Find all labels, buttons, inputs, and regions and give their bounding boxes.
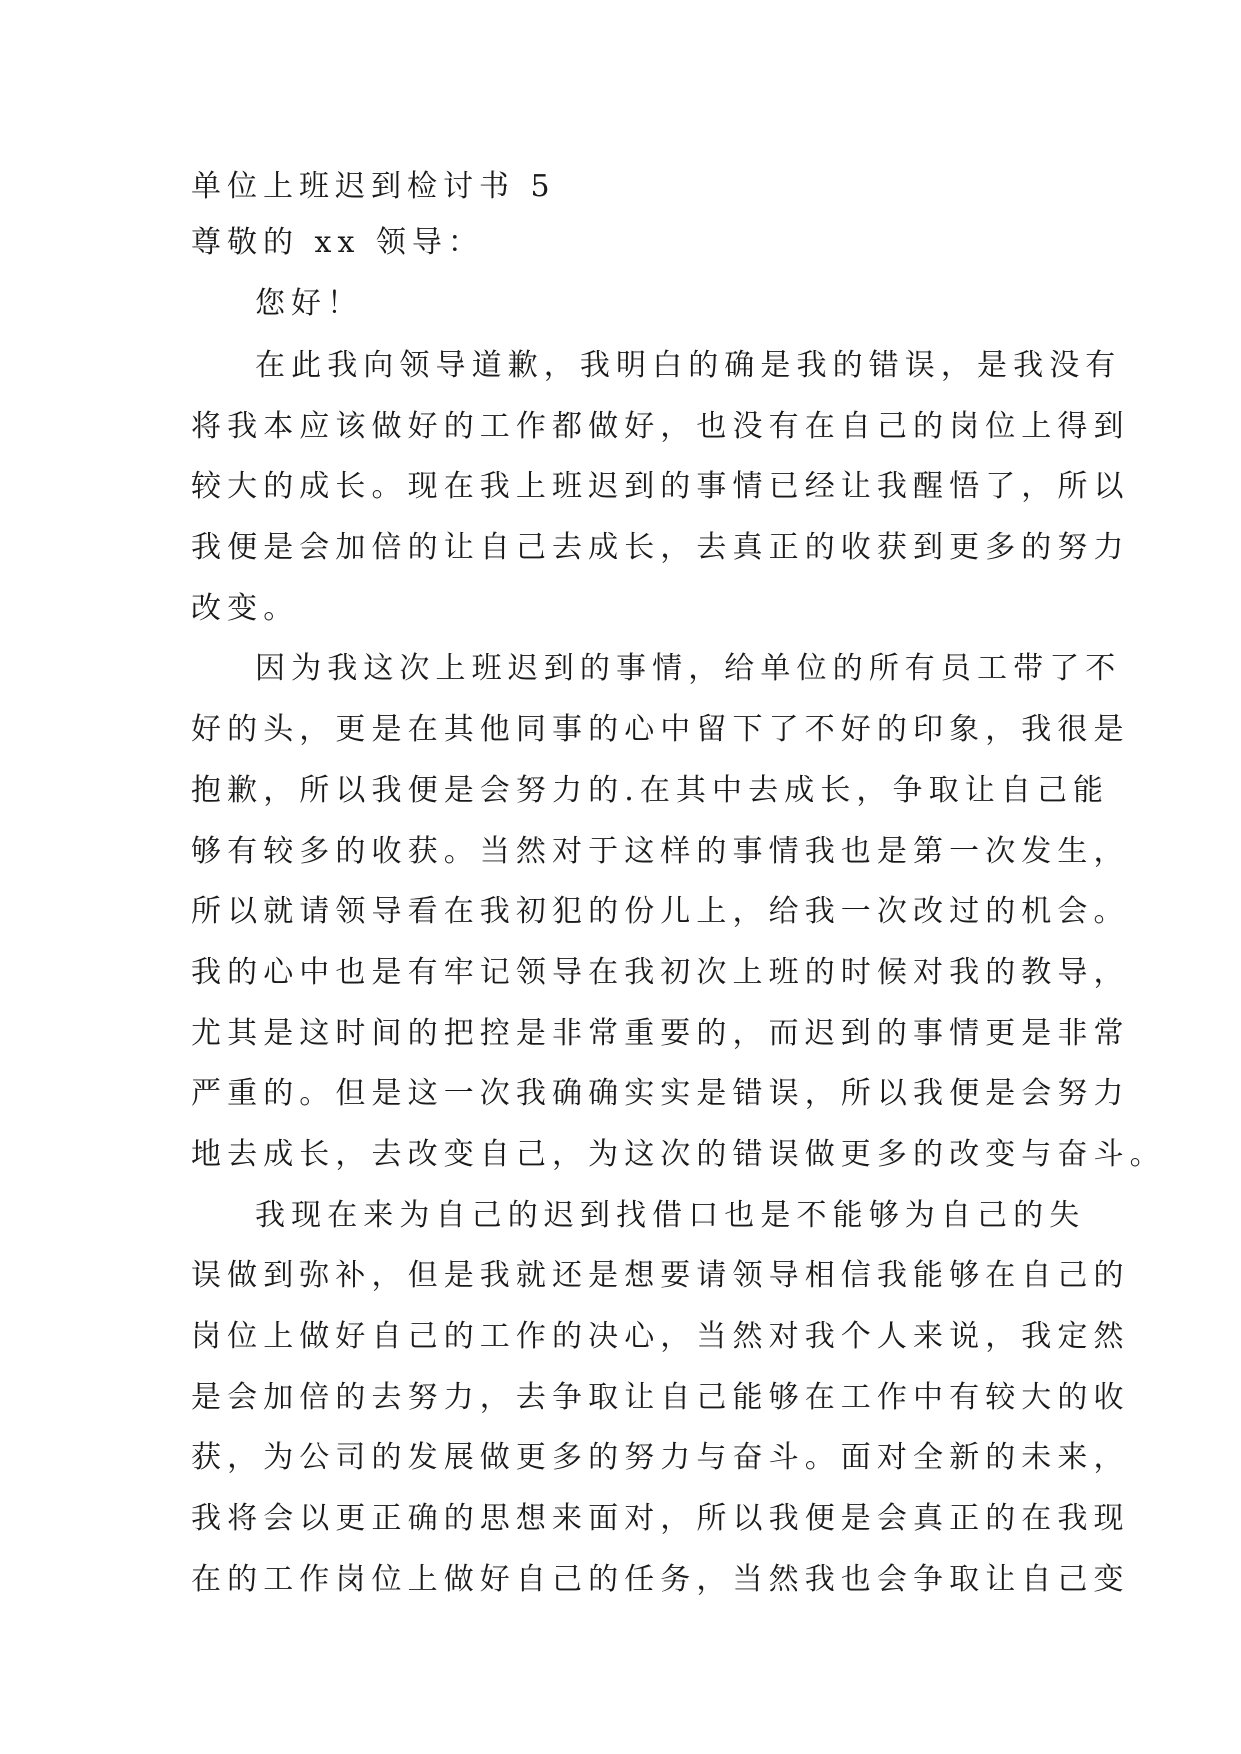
paragraph-line: 较大的成长。现在我上班迟到的事情已经让我醒悟了，所以 bbox=[191, 469, 1130, 505]
greeting: 您好！ bbox=[255, 286, 363, 321]
paragraph-line: 尤其是这时间的把控是非常重要的，而迟到的事情更是非常 bbox=[191, 1015, 1130, 1051]
paragraph-commitment bbox=[191, 1186, 1130, 1611]
paragraph-line: 我的心中也是有牢记领导在我初次上班的时候对我的教导， bbox=[191, 954, 1130, 990]
paragraph-line: 将我本应该做好的工作都做好，也没有在自己的岗位上得到 bbox=[191, 408, 1130, 444]
paragraph-line: 改变。 bbox=[191, 590, 300, 626]
paragraph-line: 我将会以更正确的思想来面对，所以我便是会真正的在我现 bbox=[191, 1501, 1130, 1537]
paragraph-line: 我便是会加倍的让自己去成长，去真正的收获到更多的努力 bbox=[191, 530, 1130, 566]
document-body bbox=[191, 160, 1166, 1610]
paragraph-line: 误做到弥补，但是我就还是想要请领导相信我能够在自己的 bbox=[191, 1258, 1130, 1294]
document-title: 单位上班迟到检讨书 5 bbox=[191, 169, 556, 204]
paragraph-line: 够有较多的收获。当然对于这样的事情我也是第一次发生， bbox=[191, 833, 1130, 869]
paragraph-line: 严重的。但是这一次我确确实实是错误，所以我便是会努力 bbox=[191, 1076, 1130, 1112]
paragraph-line: 在的工作岗位上做好自己的任务，当然我也会争取让自己变 bbox=[191, 1561, 1130, 1597]
paragraph-apology bbox=[191, 336, 1130, 639]
paragraph-line: 岗位上做好自己的工作的决心，当然对我个人来说，我定然 bbox=[191, 1319, 1130, 1354]
paragraph-line: 所以就请领导看在我初犯的份儿上，给我一次改过的机会。 bbox=[191, 894, 1130, 930]
paragraph-line: 因为我这次上班迟到的事情，给单位的所有员工带了不 bbox=[255, 651, 1122, 687]
salutation: 尊敬的 xx 领导： bbox=[191, 225, 484, 260]
paragraph-reflection bbox=[191, 639, 1166, 1185]
paragraph-line: 地去成长，去改变自己，为这次的错误做更多的改变与奋斗。 bbox=[191, 1136, 1166, 1172]
paragraph-line: 在此我向领导道歉，我明白的确是我的错误，是我没有 bbox=[255, 348, 1122, 383]
paragraph-line: 抱歉，所以我便是会努力的.在其中去成长，争取让自己能 bbox=[191, 772, 1110, 808]
paragraph-line: 获，为公司的发展做更多的努力与奋斗。面对全新的未来， bbox=[191, 1440, 1130, 1476]
paragraph-line: 是会加倍的去努力，去争取让自己能够在工作中有较大的收 bbox=[191, 1379, 1130, 1415]
paragraph-line: 好的头，更是在其他同事的心中留下了不好的印象，我很是 bbox=[191, 712, 1130, 748]
paragraph-line: 我现在来为自己的迟到找借口也是不能够为自己的失 bbox=[255, 1197, 1086, 1233]
